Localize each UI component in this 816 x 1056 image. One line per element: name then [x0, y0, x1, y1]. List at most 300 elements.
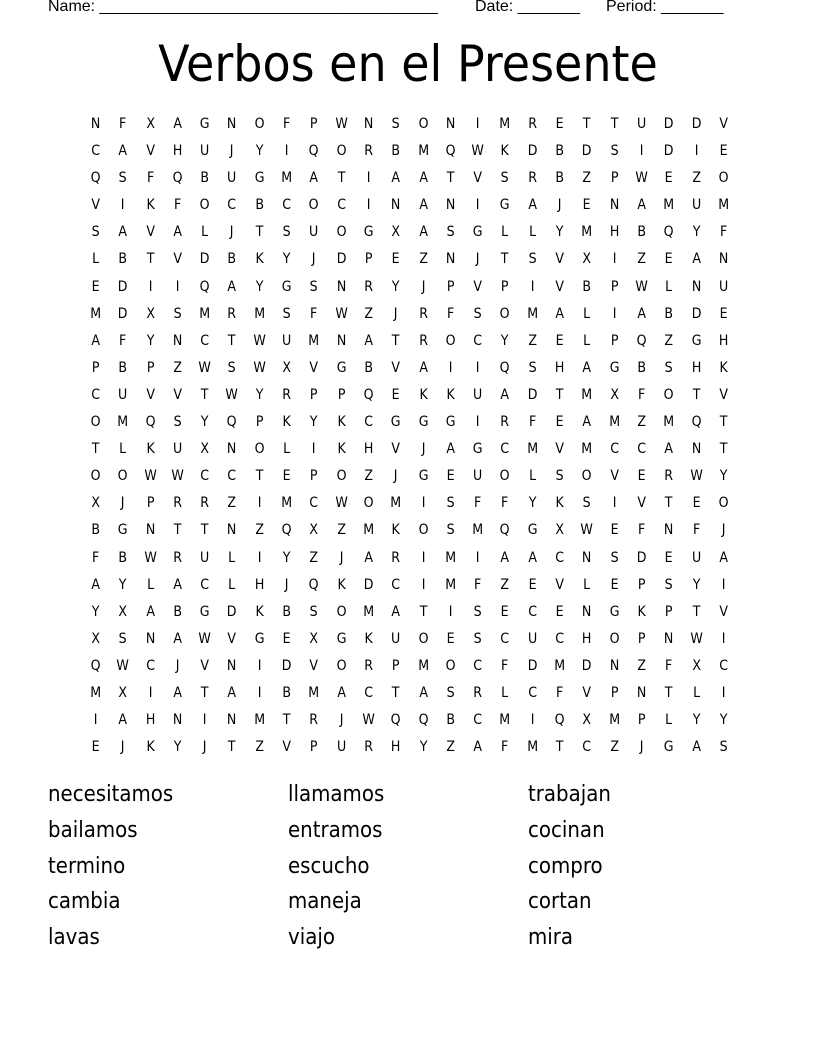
grid-letter[interactable]: G	[527, 522, 538, 539]
grid-letter[interactable]: N	[609, 657, 620, 674]
grid-letter[interactable]: F	[692, 522, 700, 539]
grid-letter[interactable]: H	[609, 224, 620, 241]
grid-letter[interactable]: B	[118, 251, 128, 268]
grid-letter[interactable]: F	[637, 386, 646, 403]
grid-letter[interactable]: I	[93, 712, 98, 729]
grid-letter[interactable]: U	[118, 386, 128, 403]
grid-letter[interactable]: M	[526, 305, 538, 322]
grid-letter[interactable]: P	[310, 468, 318, 485]
grid-letter[interactable]: I	[475, 359, 480, 376]
grid-letter[interactable]: A	[227, 684, 237, 701]
grid-letter[interactable]: N	[145, 630, 155, 647]
grid-letter[interactable]: H	[718, 332, 729, 349]
grid-letter[interactable]: Z	[173, 359, 182, 376]
grid-letter[interactable]: P	[337, 386, 346, 403]
grid-letter[interactable]: C	[637, 441, 646, 458]
grid-letter[interactable]: Y	[310, 414, 318, 431]
grid-letter[interactable]: I	[475, 414, 480, 431]
grid-letter[interactable]: A	[418, 170, 428, 187]
grid-letter[interactable]: A	[637, 305, 646, 322]
grid-letter[interactable]: G	[391, 414, 401, 431]
grid-letter[interactable]: P	[610, 332, 619, 349]
grid-letter[interactable]: V	[719, 386, 728, 403]
grid-letter[interactable]: R	[364, 278, 373, 295]
grid-letter[interactable]: Y	[419, 739, 428, 756]
grid-letter[interactable]: G	[281, 278, 292, 295]
grid-letter[interactable]: L	[146, 576, 154, 593]
grid-letter[interactable]: S	[118, 630, 127, 647]
grid-letter[interactable]: W	[635, 278, 648, 295]
grid-letter[interactable]: S	[310, 278, 319, 295]
grid-letter[interactable]: C	[473, 332, 483, 349]
grid-letter[interactable]: F	[474, 576, 482, 593]
grid-letter[interactable]: E	[446, 468, 455, 485]
grid-letter[interactable]: S	[582, 495, 591, 512]
grid-letter[interactable]: J	[394, 468, 398, 485]
grid-letter[interactable]: P	[446, 278, 455, 295]
grid-letter[interactable]: E	[555, 332, 564, 349]
grid-letter[interactable]: S	[310, 603, 319, 620]
grid-letter[interactable]: M	[308, 332, 320, 349]
grid-letter[interactable]: T	[555, 386, 564, 403]
grid-letter[interactable]: N	[227, 712, 237, 729]
grid-letter[interactable]: K	[337, 576, 346, 593]
grid-letter[interactable]: L	[228, 576, 236, 593]
grid-letter[interactable]: G	[418, 414, 429, 431]
grid-letter[interactable]: N	[227, 116, 237, 132]
grid-letter[interactable]: Z	[691, 170, 701, 187]
grid-letter[interactable]: J	[421, 441, 426, 458]
grid-letter[interactable]: T	[583, 116, 591, 132]
grid-letter[interactable]: A	[118, 712, 128, 729]
grid-letter[interactable]: S	[446, 684, 455, 701]
grid-letter[interactable]: N	[227, 657, 237, 674]
grid-letter[interactable]: L	[501, 684, 509, 701]
grid-letter[interactable]: L	[201, 224, 209, 241]
grid-letter[interactable]: V	[637, 495, 646, 512]
grid-letter[interactable]: C	[609, 441, 619, 458]
grid-letter[interactable]: P	[637, 712, 646, 729]
grid-letter[interactable]: W	[689, 630, 703, 647]
grid-letter[interactable]: L	[583, 332, 591, 349]
grid-letter[interactable]: O	[418, 116, 429, 132]
grid-letter[interactable]: O	[336, 468, 347, 485]
grid-letter[interactable]: O	[117, 468, 128, 485]
grid-letter[interactable]: A	[364, 549, 373, 566]
grid-letter[interactable]: D	[118, 278, 128, 295]
grid-letter[interactable]: T	[282, 712, 291, 729]
grid-letter[interactable]: I	[612, 495, 617, 512]
grid-letter[interactable]: I	[612, 251, 617, 268]
grid-letter[interactable]: O	[336, 143, 347, 160]
grid-letter[interactable]: F	[501, 739, 509, 756]
grid-letter[interactable]: C	[473, 657, 483, 674]
grid-letter[interactable]: U	[473, 386, 483, 403]
grid-letter[interactable]: P	[501, 278, 509, 295]
grid-letter[interactable]: R	[364, 657, 373, 674]
grid-letter[interactable]: B	[200, 170, 210, 187]
grid-letter[interactable]: S	[228, 359, 237, 376]
grid-letter[interactable]: A	[582, 359, 592, 376]
grid-letter[interactable]: S	[528, 251, 537, 268]
grid-letter[interactable]: K	[446, 386, 455, 403]
grid-letter[interactable]: C	[500, 630, 510, 647]
grid-letter[interactable]: S	[446, 495, 455, 512]
grid-letter[interactable]: M	[253, 712, 265, 729]
grid-letter[interactable]: C	[200, 332, 210, 349]
grid-letter[interactable]: Y	[146, 332, 155, 349]
grid-letter[interactable]: Y	[392, 278, 400, 295]
grid-letter[interactable]: K	[146, 739, 155, 756]
grid-letter[interactable]: I	[257, 495, 262, 512]
grid-letter[interactable]: A	[173, 224, 182, 241]
grid-letter[interactable]: E	[391, 386, 400, 403]
grid-letter[interactable]: I	[721, 684, 726, 701]
grid-letter[interactable]: A	[719, 549, 728, 566]
grid-letter[interactable]: C	[200, 576, 210, 593]
grid-letter[interactable]: B	[282, 603, 292, 620]
grid-letter[interactable]: E	[528, 576, 537, 593]
grid-letter[interactable]: A	[691, 739, 701, 756]
grid-letter[interactable]: E	[664, 549, 673, 566]
grid-letter[interactable]: F	[474, 495, 482, 512]
grid-letter[interactable]: A	[418, 224, 428, 241]
grid-letter[interactable]: M	[90, 305, 102, 322]
grid-letter[interactable]: C	[473, 712, 483, 729]
grid-letter[interactable]: T	[200, 386, 209, 403]
grid-letter[interactable]: F	[310, 305, 318, 322]
grid-letter[interactable]: Y	[528, 495, 537, 512]
grid-letter[interactable]: M	[445, 549, 456, 566]
grid-letter[interactable]: N	[336, 332, 347, 349]
grid-letter[interactable]: T	[719, 414, 728, 431]
grid-letter[interactable]: K	[719, 359, 728, 376]
grid-letter[interactable]: F	[119, 116, 127, 132]
grid-letter[interactable]: N	[445, 116, 456, 132]
grid-letter[interactable]: Y	[501, 332, 509, 349]
grid-letter[interactable]: N	[391, 197, 401, 214]
grid-letter[interactable]: V	[473, 170, 483, 187]
grid-letter[interactable]: T	[337, 170, 346, 187]
grid-letter[interactable]: U	[473, 468, 483, 485]
grid-letter[interactable]: M	[363, 522, 375, 539]
grid-letter[interactable]: W	[253, 332, 266, 349]
grid-letter[interactable]: U	[172, 441, 183, 458]
grid-letter[interactable]: K	[637, 603, 646, 620]
grid-letter[interactable]: C	[200, 468, 210, 485]
grid-letter[interactable]: U	[636, 116, 647, 132]
grid-letter[interactable]: X	[91, 630, 100, 647]
grid-letter[interactable]: S	[664, 576, 673, 593]
grid-letter[interactable]: T	[146, 251, 155, 268]
grid-letter[interactable]: N	[582, 549, 592, 566]
grid-letter[interactable]: M	[581, 441, 593, 458]
grid-letter[interactable]: W	[580, 522, 594, 539]
grid-letter[interactable]: J	[230, 143, 234, 160]
grid-letter[interactable]: D	[582, 143, 592, 160]
grid-letter[interactable]: K	[146, 441, 155, 458]
grid-letter[interactable]: G	[363, 224, 374, 241]
grid-letter[interactable]: Z	[528, 332, 537, 349]
grid-letter[interactable]: B	[637, 359, 646, 376]
grid-letter[interactable]: V	[309, 359, 319, 376]
grid-letter[interactable]: M	[526, 739, 538, 756]
grid-letter[interactable]: M	[581, 224, 593, 241]
grid-letter[interactable]: A	[691, 251, 701, 268]
grid-letter[interactable]: O	[500, 305, 511, 322]
grid-letter[interactable]: O	[718, 170, 729, 187]
grid-letter[interactable]: M	[199, 305, 211, 322]
grid-letter[interactable]: P	[637, 576, 646, 593]
grid-letter[interactable]: M	[445, 576, 456, 593]
grid-letter[interactable]: X	[282, 359, 292, 376]
grid-letter[interactable]: Q	[90, 657, 101, 674]
grid-letter[interactable]: T	[200, 684, 209, 701]
grid-letter[interactable]: M	[281, 495, 293, 512]
grid-letter[interactable]: R	[364, 739, 373, 756]
grid-letter[interactable]: O	[336, 657, 347, 674]
grid-letter[interactable]: S	[610, 549, 619, 566]
grid-letter[interactable]: Q	[281, 522, 292, 539]
grid-letter[interactable]: M	[308, 684, 320, 701]
grid-letter[interactable]: Q	[309, 143, 319, 160]
grid-letter[interactable]: N	[172, 332, 183, 349]
grid-letter[interactable]: A	[391, 603, 401, 620]
grid-letter[interactable]: Q	[445, 143, 456, 160]
grid-letter[interactable]: I	[284, 143, 289, 160]
grid-letter[interactable]: O	[445, 332, 456, 349]
grid-letter[interactable]: T	[91, 441, 100, 458]
grid-letter[interactable]: A	[337, 684, 346, 701]
grid-letter[interactable]: V	[145, 143, 155, 160]
grid-letter[interactable]: X	[582, 251, 592, 268]
grid-letter[interactable]: U	[718, 278, 729, 295]
grid-letter[interactable]: W	[171, 468, 184, 485]
grid-letter[interactable]: P	[146, 359, 155, 376]
date-field[interactable]: Date: _______	[475, 0, 580, 15]
grid-letter[interactable]: M	[390, 495, 402, 512]
grid-letter[interactable]: V	[719, 116, 728, 132]
grid-letter[interactable]: E	[719, 305, 728, 322]
grid-letter[interactable]: C	[500, 441, 510, 458]
grid-letter[interactable]: T	[228, 739, 236, 756]
grid-letter[interactable]: I	[421, 495, 426, 512]
grid-letter[interactable]: Z	[664, 332, 674, 349]
grid-letter[interactable]: Q	[691, 414, 702, 431]
grid-letter[interactable]: X	[145, 116, 155, 132]
grid-letter[interactable]: Z	[637, 251, 646, 268]
grid-letter[interactable]: A	[418, 359, 428, 376]
grid-letter[interactable]: N	[691, 441, 701, 458]
grid-letter[interactable]: U	[691, 549, 701, 566]
grid-letter[interactable]: V	[145, 386, 155, 403]
grid-letter[interactable]: J	[121, 739, 125, 756]
grid-letter[interactable]: C	[145, 657, 155, 674]
grid-letter[interactable]: F	[119, 332, 127, 349]
grid-letter[interactable]: E	[610, 522, 619, 539]
grid-letter[interactable]: U	[227, 170, 237, 187]
grid-letter[interactable]: X	[200, 441, 210, 458]
grid-letter[interactable]: O	[718, 495, 729, 512]
grid-letter[interactable]: W	[198, 359, 212, 376]
grid-letter[interactable]: B	[255, 197, 264, 214]
grid-letter[interactable]: U	[309, 224, 319, 241]
grid-letter[interactable]: M	[499, 116, 511, 132]
grid-letter[interactable]: S	[173, 414, 182, 431]
grid-letter[interactable]: M	[417, 657, 429, 674]
grid-letter[interactable]: D	[664, 143, 674, 160]
grid-letter[interactable]: R	[528, 116, 537, 132]
grid-letter[interactable]: H	[254, 576, 265, 593]
grid-letter[interactable]: Y	[282, 549, 291, 566]
grid-letter[interactable]: Q	[309, 576, 319, 593]
grid-letter[interactable]: Q	[500, 359, 511, 376]
grid-letter[interactable]: Z	[364, 468, 373, 485]
grid-letter[interactable]: M	[117, 414, 129, 431]
grid-letter[interactable]: X	[609, 386, 619, 403]
grid-letter[interactable]: V	[719, 603, 728, 620]
grid-letter[interactable]: I	[639, 143, 644, 160]
grid-letter[interactable]: M	[417, 143, 429, 160]
grid-letter[interactable]: L	[528, 224, 536, 241]
grid-letter[interactable]: D	[582, 657, 592, 674]
grid-letter[interactable]: I	[475, 116, 480, 132]
grid-letter[interactable]: V	[555, 441, 565, 458]
grid-letter[interactable]: E	[610, 576, 619, 593]
grid-letter[interactable]: R	[528, 170, 537, 187]
grid-letter[interactable]: J	[284, 576, 289, 593]
grid-letter[interactable]: A	[91, 576, 100, 593]
grid-letter[interactable]: L	[692, 684, 700, 701]
grid-letter[interactable]: U	[391, 630, 401, 647]
grid-letter[interactable]: O	[254, 116, 265, 132]
grid-letter[interactable]: E	[555, 116, 564, 132]
grid-letter[interactable]: N	[90, 116, 101, 132]
grid-letter[interactable]: E	[637, 468, 646, 485]
grid-letter[interactable]: W	[471, 143, 485, 160]
grid-letter[interactable]: G	[609, 603, 620, 620]
grid-letter[interactable]: E	[692, 495, 701, 512]
grid-letter[interactable]: B	[227, 251, 237, 268]
grid-letter[interactable]: F	[173, 197, 182, 214]
grid-letter[interactable]: D	[527, 657, 538, 674]
grid-letter[interactable]: U	[282, 332, 292, 349]
grid-letter[interactable]: D	[664, 116, 674, 132]
grid-letter[interactable]: V	[173, 251, 182, 268]
grid-letter[interactable]: F	[528, 414, 537, 431]
grid-letter[interactable]: T	[665, 684, 673, 701]
grid-letter[interactable]: B	[555, 170, 565, 187]
grid-letter[interactable]: S	[555, 468, 564, 485]
grid-letter[interactable]: S	[473, 603, 482, 620]
grid-letter[interactable]: K	[282, 414, 291, 431]
grid-letter[interactable]: C	[282, 197, 292, 214]
grid-letter[interactable]: Y	[119, 576, 127, 593]
grid-letter[interactable]: Q	[363, 386, 374, 403]
grid-letter[interactable]: S	[501, 170, 510, 187]
grid-letter[interactable]: N	[718, 251, 729, 268]
grid-letter[interactable]: N	[363, 116, 374, 132]
grid-letter[interactable]: M	[581, 386, 593, 403]
grid-letter[interactable]: P	[91, 359, 100, 376]
grid-letter[interactable]: Z	[637, 657, 646, 674]
grid-letter[interactable]: M	[718, 197, 729, 214]
grid-letter[interactable]: X	[118, 603, 128, 620]
grid-letter[interactable]: E	[91, 278, 100, 295]
grid-letter[interactable]: K	[337, 414, 346, 431]
grid-letter[interactable]: S	[719, 739, 728, 756]
grid-letter[interactable]: X	[145, 305, 155, 322]
grid-letter[interactable]: I	[721, 630, 726, 647]
grid-letter[interactable]: R	[500, 414, 510, 431]
grid-letter[interactable]: Y	[719, 468, 728, 485]
grid-letter[interactable]: W	[253, 359, 266, 376]
grid-letter[interactable]: O	[90, 414, 101, 431]
grid-letter[interactable]: V	[555, 576, 565, 593]
grid-letter[interactable]: S	[664, 359, 673, 376]
grid-letter[interactable]: Y	[282, 251, 291, 268]
grid-letter[interactable]: M	[554, 657, 566, 674]
grid-letter[interactable]: L	[283, 441, 291, 458]
grid-letter[interactable]: F	[283, 116, 291, 132]
grid-letter[interactable]: R	[200, 495, 210, 512]
grid-letter[interactable]: C	[527, 603, 537, 620]
grid-letter[interactable]: Q	[227, 414, 238, 431]
grid-letter[interactable]: Y	[255, 386, 264, 403]
grid-letter[interactable]: V	[391, 441, 401, 458]
grid-letter[interactable]: C	[309, 495, 319, 512]
grid-letter[interactable]: A	[145, 603, 155, 620]
grid-letter[interactable]: O	[254, 441, 265, 458]
grid-letter[interactable]: Z	[255, 522, 264, 539]
grid-letter[interactable]: I	[694, 143, 699, 160]
grid-letter[interactable]: J	[394, 305, 398, 322]
grid-letter[interactable]: Y	[255, 143, 264, 160]
grid-letter[interactable]: C	[555, 630, 565, 647]
grid-letter[interactable]: U	[336, 739, 346, 756]
grid-letter[interactable]: O	[363, 495, 374, 512]
grid-letter[interactable]: B	[664, 305, 674, 322]
grid-letter[interactable]: Z	[227, 495, 237, 512]
grid-letter[interactable]: W	[335, 495, 348, 512]
grid-letter[interactable]: O	[609, 630, 620, 647]
grid-letter[interactable]: I	[257, 684, 262, 701]
grid-letter[interactable]: S	[282, 224, 291, 241]
grid-letter[interactable]: X	[118, 684, 128, 701]
grid-letter[interactable]: W	[335, 305, 348, 322]
grid-letter[interactable]: G	[118, 522, 128, 539]
grid-letter[interactable]: H	[363, 441, 374, 458]
grid-letter[interactable]: P	[637, 630, 646, 647]
grid-letter[interactable]: M	[472, 522, 484, 539]
grid-letter[interactable]: S	[91, 224, 100, 241]
grid-letter[interactable]: O	[418, 522, 429, 539]
grid-letter[interactable]: B	[446, 712, 455, 729]
grid-letter[interactable]: C	[364, 414, 374, 431]
grid-letter[interactable]: B	[282, 684, 292, 701]
grid-letter[interactable]: Q	[90, 170, 101, 187]
grid-letter[interactable]: B	[118, 549, 128, 566]
grid-letter[interactable]: K	[337, 441, 346, 458]
grid-letter[interactable]: Y	[719, 712, 728, 729]
grid-letter[interactable]: O	[582, 468, 592, 485]
grid-letter[interactable]: T	[446, 170, 455, 187]
grid-letter[interactable]: Q	[199, 278, 210, 295]
grid-letter[interactable]: D	[118, 305, 128, 322]
grid-letter[interactable]: B	[364, 359, 373, 376]
grid-letter[interactable]: G	[199, 603, 210, 620]
grid-letter[interactable]: K	[391, 522, 401, 539]
